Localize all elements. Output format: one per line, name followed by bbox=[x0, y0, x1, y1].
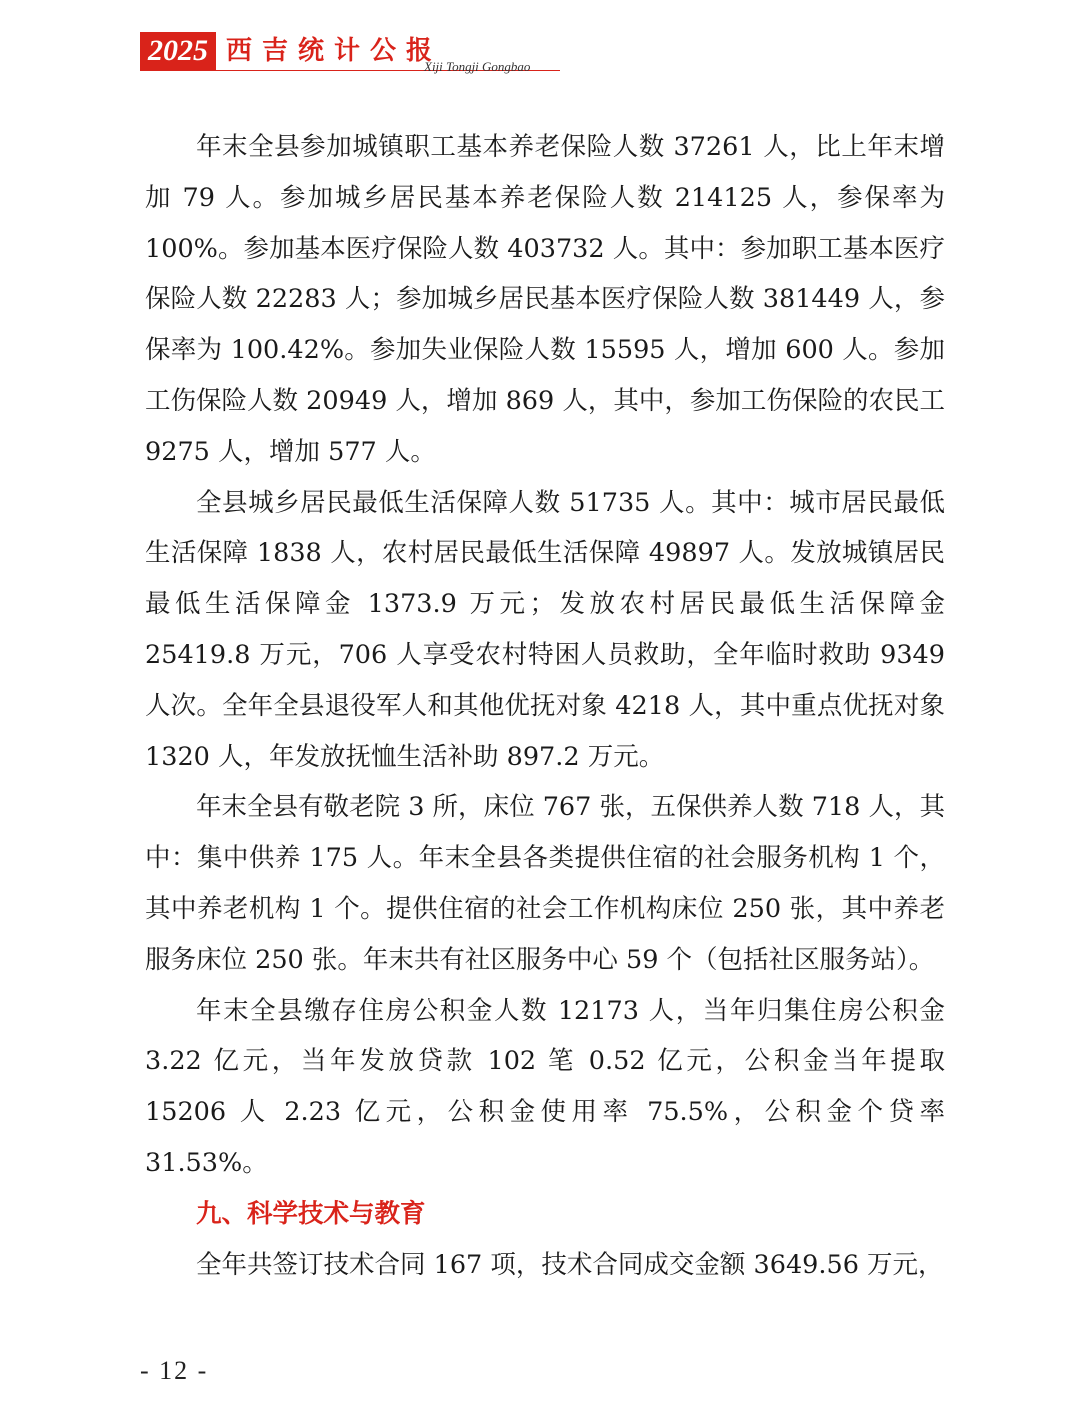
page-header bbox=[140, 32, 940, 82]
year-badge: 2025 bbox=[140, 32, 216, 70]
header-subtitle: Xiji Tongji Gongbao bbox=[424, 59, 531, 74]
paragraph-insurance: 年末全县参加城镇职工基本养老保险人数 37261 人，比上年末增加 79 人。参加城乡居民基本养老保险人数 214125 人，参保率为 100%。参加基本医疗保险人数 403732 人。其中：参加职工基本医疗保险人数 22283 人；参加城乡居民基本医疗保险人数 381449 人，参保率为 100.42%。参加失业保险人数 15595 人，增加 600 人。参加工伤保险人数 20949 人，增加 869 人，其中，参加工伤保险的农民工 9275 人，增加 577 人。 bbox=[145, 132, 945, 467]
document-body bbox=[145, 122, 945, 1290]
page-number: - 12 - bbox=[140, 1356, 209, 1385]
section-heading: 九、科学技术与教育 bbox=[196, 1198, 426, 1229]
paragraph-housing-fund: 年末全县缴存住房公积金人数 12173 人，当年归集住房公积金 3.22 亿元，当年发放贷款 102 笔 0.52 亿元，公积金当年提取 15206 人 2.23 亿元，公积金使用率 75.5%，公积金个贷率 31.53%。 bbox=[145, 995, 945, 1178]
paragraph-technology: 全年共签订技术合同 167 项，技术合同成交金额 3649.56 万元， bbox=[196, 1249, 944, 1280]
header-title: 西吉统计公报 bbox=[226, 36, 443, 66]
paragraph-minimum-living: 全县城乡居民最低生活保障人数 51735 人。其中：城市居民最低生活保障 1838 人，农村居民最低生活保障 49897 人。发放城镇居民最低生活保障金 1373.9 万元；发放农村居民最低生活保障金 25419.8 万元，706 人享受农村特困人员救助，全年临时救助 9349 人次。全年全县退役军人和其他优抚对象 4218 人，其中重点优抚对象 1320 人，年发放抚恤生活补助 897.2 万元。 bbox=[145, 487, 945, 772]
paragraph-elderly-care: 年末全县有敬老院 3 所，床位 767 张，五保供养人数 718 人，其中：集中供养 175 人。年末全县各类提供住宿的社会服务机构 1 个，其中养老机构 1 个。提供住宿的社会工作机构床位 250 张，其中养老服务床位 250 张。年末共有社区服务中心 59 个（包括社区服务站）。 bbox=[145, 792, 945, 975]
